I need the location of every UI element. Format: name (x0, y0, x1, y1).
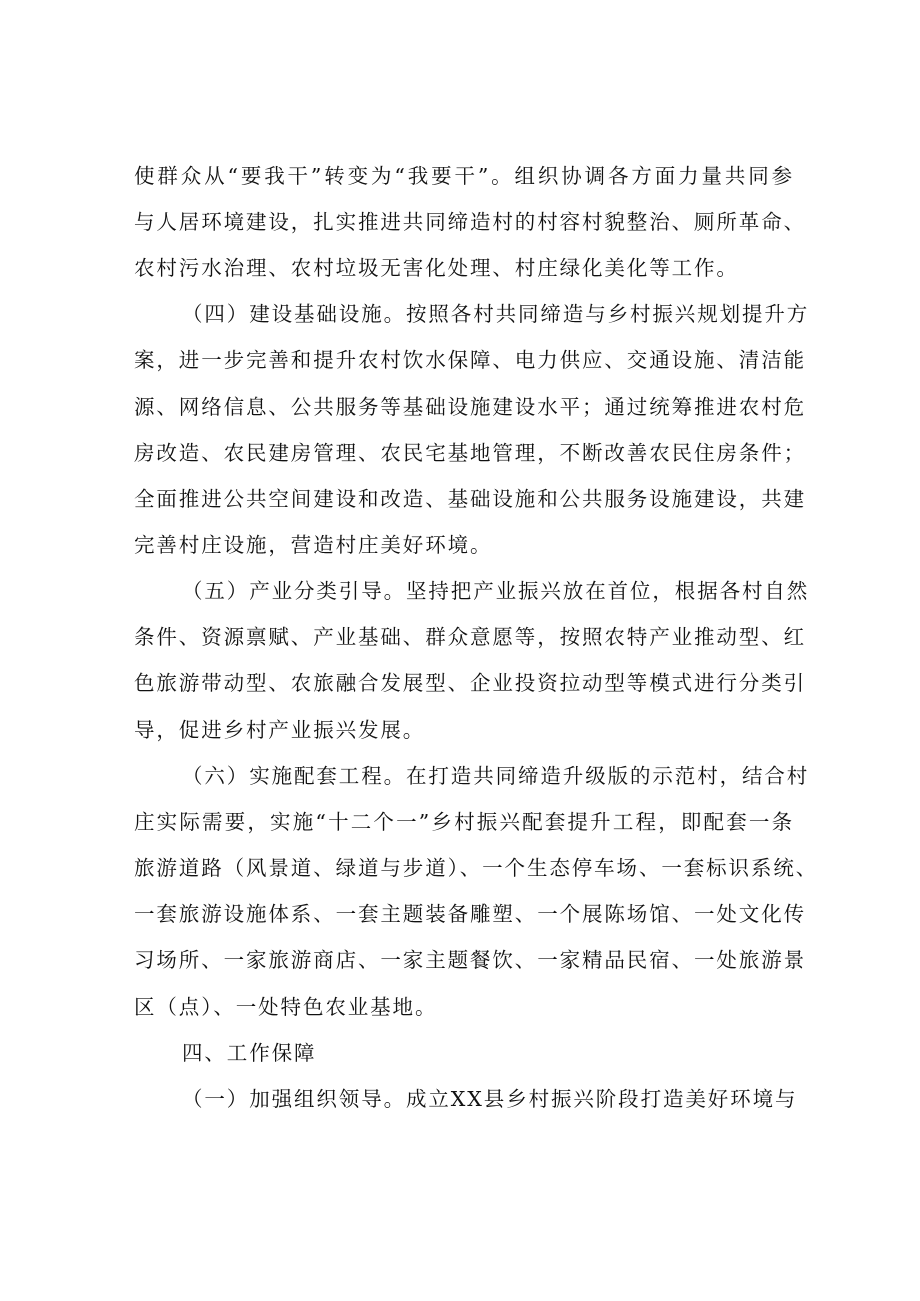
paragraph-line: （一）加强组织领导。成立XX县乡村振兴阶段打造美好环境与 (182, 1087, 798, 1111)
paragraph-line: 条件、资源禀赋、产业基础、群众意愿等，按照农特产业推动型、红 (134, 625, 806, 649)
paragraph-line: 农村污水治理、农村垃圾无害化处理、村庄绿化美化等工作。 (134, 256, 739, 280)
paragraph-line: 源、网络信息、公共服务等基础设施建设水平；通过统筹推进农村危 (134, 395, 806, 419)
paragraph-line: （六）实施配套工程。在打造共同缔造升级版的示范村，结合村 (182, 764, 810, 788)
paragraph-line: 全面推进公共空间建设和改造、基础设施和公共服务设施建设，共建 (134, 487, 806, 511)
paragraph-line: 房改造、农民建房管理、农民宅基地管理，不断改善农民住房条件； (134, 441, 806, 465)
paragraph-line: 案，进一步完善和提升农村饮水保障、电力供应、交通设施、清洁能 (134, 348, 806, 372)
paragraph-line: 使群众从“要我干”转变为“我要干”。组织协调各方面力量共同参 (134, 164, 794, 188)
paragraph-line: （四）建设基础设施。按照各村共同缔造与乡村振兴规划提升方 (182, 302, 810, 326)
paragraph-line: 区（点）、一处特色农业基地。 (134, 995, 438, 1019)
paragraph-line: 庄实际需要，实施“十二个一”乡村振兴配套提升工程，即配套一条 (134, 810, 794, 834)
paragraph-line: （五）产业分类引导。坚持把产业振兴放在首位，根据各村自然 (182, 579, 810, 603)
paragraph-line: 与人居环境建设，扎实推进共同缔造村的村容村貌整治、厕所革命、 (134, 210, 806, 234)
paragraph-line: 一套旅游设施体系、一套主题装备雕塑、一个展陈场馆、一处文化传 (134, 902, 806, 926)
section-heading: 四、工作保障 (182, 1041, 317, 1065)
paragraph-line: 色旅游带动型、农旅融合发展型、企业投资拉动型等模式进行分类引 (134, 671, 806, 695)
paragraph-line: 完善村庄设施，营造村庄美好环境。 (134, 533, 493, 557)
paragraph-line: 习场所、一家旅游商店、一家主题餐饮、一家精品民宿、一处旅游景 (134, 948, 806, 972)
paragraph-line: 旅游道路（风景道、绿道与步道）、一个生态停车场、一套标识系统、 (134, 856, 819, 880)
paragraph-line: 导，促进乡村产业振兴发展。 (134, 718, 426, 742)
